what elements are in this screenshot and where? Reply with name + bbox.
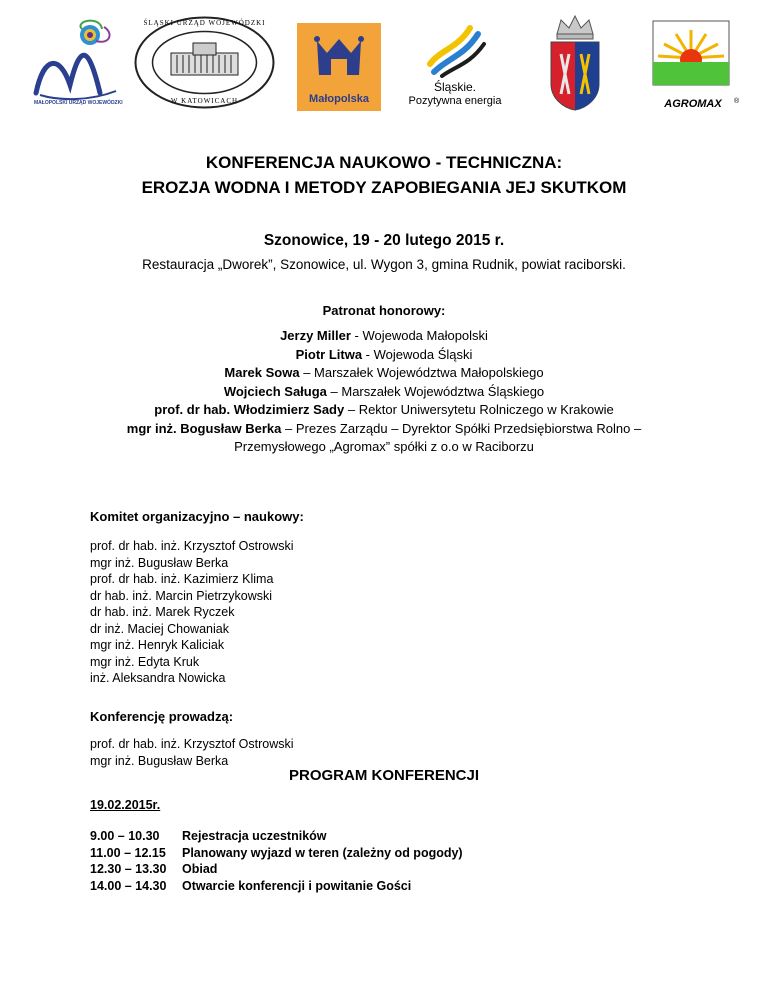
- committee-member: prof. dr hab. inż. Kazimierz Klima: [90, 572, 274, 586]
- agromax-registered-mark: ®: [734, 98, 740, 105]
- patron-role: - Wojewoda Małopolski: [350, 328, 488, 343]
- hosts-list: [90, 736, 294, 769]
- patron-name: Marek Sowa: [224, 365, 300, 380]
- committee-member: inż. Aleksandra Nowicka: [90, 671, 226, 685]
- hosts-heading: Konferencję prowadzą:: [90, 709, 234, 724]
- program-day: 19.02.2015r.: [90, 798, 161, 812]
- schedule-time: 14.00 – 14.30: [90, 878, 167, 893]
- committee-member: dr inż. Maciej Chowaniak: [90, 621, 229, 636]
- patron-item: [0, 346, 768, 365]
- committee-member: dr hab. inż. Marcin Pietrzykowski: [90, 588, 273, 603]
- schedule-event: Otwarcie konferencji i powitanie Gości: [182, 878, 412, 893]
- patron-role: - Wojewoda Śląski: [362, 346, 473, 362]
- peacock-m-icon: [30, 15, 126, 110]
- malopolska-crown-icon: [297, 23, 381, 89]
- committee-member: mgr inż. Bugusław Berka: [90, 555, 229, 570]
- schedule-time: 9.00 – 10.30: [90, 829, 160, 843]
- schedule-time: 11.00 – 12.15: [90, 845, 166, 860]
- slaskie-name: Śląskie.: [433, 80, 477, 94]
- patron-role: – Rektor Uniwersytetu Rolniczego w Krakowie: [344, 402, 614, 417]
- patron-name: Jerzy Miller: [280, 328, 351, 343]
- host-member: prof. dr hab. inż. Krzysztof Ostrowski: [90, 737, 294, 751]
- patron-name: Piotr Litwa: [295, 346, 363, 362]
- committee-list: [90, 538, 294, 687]
- coat-of-arms-icon: [547, 14, 603, 112]
- conference-title: [0, 150, 768, 200]
- patron-role: – Prezes Zarządu – Dyrektor Spółki Przedsiębiorstwa Rolno –: [281, 420, 642, 436]
- patron-name: Wojciech Saługa: [223, 383, 327, 399]
- host-member: mgr inż. Bugusław Berka: [90, 753, 229, 768]
- schedule-row: [90, 845, 463, 862]
- title-line-2: EROZJA WODNA I METODY ZAPOBIEGANIA JEJ SKUTKOM: [141, 178, 627, 197]
- program-schedule: [90, 828, 463, 894]
- sunrise-icon: [652, 20, 730, 86]
- patron-item: [0, 420, 768, 439]
- committee-member: mgr inż. Henryk Kaliciak: [90, 638, 225, 652]
- patronage-heading: Patronat honorowy:: [322, 303, 446, 318]
- patron-item: [0, 383, 768, 402]
- slaskie-logo: [400, 20, 510, 115]
- energy-waves-icon: [400, 20, 510, 78]
- agromax-logo: [652, 20, 742, 112]
- patron-item: [0, 401, 768, 420]
- conference-date: Szonowice, 19 - 20 lutego 2015 r.: [263, 232, 505, 249]
- committee-member: prof. dr hab. inż. Krzysztof Ostrowski: [90, 539, 294, 553]
- patron-name: prof. dr hab. Włodzimierz Sady: [154, 402, 345, 417]
- schedule-event: Rejestracja uczestników: [182, 829, 327, 843]
- schedule-time: 12.30 – 13.30: [90, 862, 167, 876]
- conference-venue: Restauracja „Dworek”, Szonowice, ul. Wygon 3, gmina Rudnik, powiat raciborski.: [142, 257, 626, 272]
- seal-top-text: ŚLĄSKI URZĄD WOJEWÓDZKI: [143, 19, 266, 27]
- committee-heading: Komitet organizacyjno – naukowy:: [90, 509, 304, 524]
- schedule-row: [90, 878, 463, 895]
- patronage-list: [0, 327, 768, 457]
- patron-continuation: Przemysłowego „Agromax” spółki z o.o w Raciborzu: [234, 439, 534, 454]
- title-line-1: KONFERENCJA NAUKOWO - TECHNICZNA:: [205, 153, 563, 172]
- patron-role: – Marszałek Województwa Małopolskiego: [299, 365, 544, 380]
- patron-item: [0, 364, 768, 383]
- seal-bottom-text: W KATOWICACH: [170, 97, 239, 105]
- coat-of-arms-logo: [547, 14, 603, 112]
- committee-member: mgr inż. Edyta Kruk: [90, 654, 200, 669]
- slaski-urzad-seal: [133, 15, 276, 110]
- schedule-event: Obiad: [182, 862, 218, 876]
- logo-bar: [0, 10, 768, 110]
- malopolska-label: Małopolska: [309, 93, 369, 105]
- agromax-label: AGROMAX: [664, 98, 722, 110]
- patron-role: – Marszałek Województwa Śląskiego: [326, 383, 545, 399]
- schedule-row: [90, 828, 463, 845]
- schedule-event: Planowany wyjazd w teren (zależny od pogody): [182, 845, 463, 860]
- patron-name: mgr inż. Bogusław Berka: [126, 420, 282, 436]
- patron-item: [0, 327, 768, 346]
- schedule-row: [90, 861, 463, 878]
- committee-member: dr hab. inż. Marek Ryczek: [90, 605, 235, 619]
- malopolski-urzad-logo: [30, 15, 126, 110]
- program-heading: PROGRAM KONFERENCJI: [289, 767, 480, 784]
- slaskie-tagline: Pozytywna energia: [408, 95, 502, 107]
- building-seal-icon: [133, 15, 276, 110]
- malopolska-logo: [297, 23, 381, 111]
- malopolski-urzad-caption: MAŁOPOLSKI URZĄD WOJEWÓDZKI: [34, 100, 123, 106]
